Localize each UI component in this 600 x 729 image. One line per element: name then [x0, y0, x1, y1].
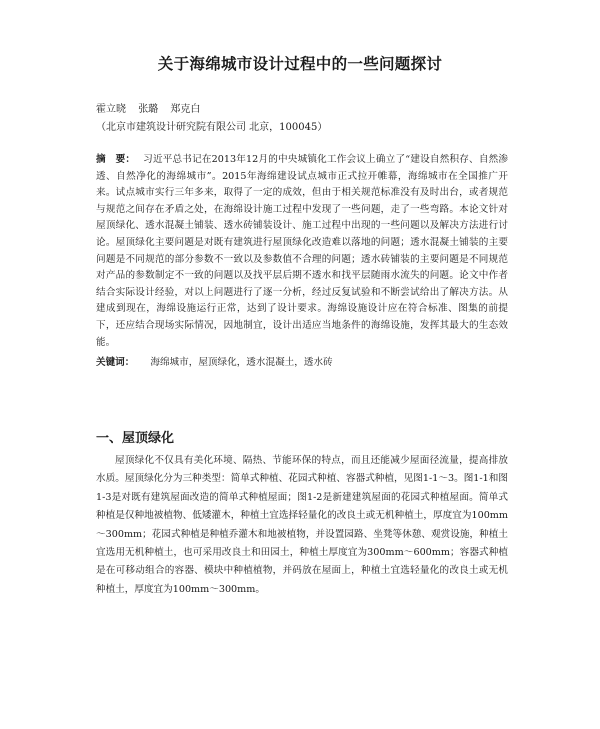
author-list: [96, 100, 209, 115]
author-affiliation: （北京市建筑设计研究院有限公司 北京，100045）: [96, 122, 328, 133]
author-name: 郑克白: [170, 104, 201, 115]
abstract: [96, 152, 508, 351]
author-name: 霍立晓: [96, 104, 126, 115]
abstract-label: 摘 要：: [96, 154, 136, 165]
keywords: [96, 354, 508, 368]
keywords-label: 关键词：: [96, 357, 135, 368]
paper-title: 关于海绵城市设计过程中的一些问题探讨: [157, 55, 443, 73]
author-name: 张璐: [138, 104, 159, 115]
section-body-paragraph: 屋顶绿化不仅具有美化环境、隔热、节能环保的特点，而且还能减少屋面径流量，提高排放水质。屋顶绿化分为三种类型：简单式种植、花园式种植、容器式种植，见图1-1～3。图1-1和图1-3是对既有建筑屋面改造的简单式种植屋面；图1-2是新建建筑屋面的花园式种植屋面。简单式种植是仅种地被植物、低矮灌木，种植土宜选择轻量化的改良土或无机种植土，厚度宜为100mm～300mm；花园式种植是种植乔灌木和地被植物，并设置园路、坐凳等休憩、观赏设施，种植土宜选用无机种植土，也可采用改良土和田园土，种植土厚度宜为300mm～600mm；容器式种植是在可移动组合的容器、模块中种植植物，并码放在屋面上，种植土宜选轻量化的改良土或无机种植土，厚度宜为100mm～300mm。: [96, 455, 508, 595]
abstract-text: 习近平总书记在2013年12月的中央城镇化工作会议上确立了“建设自然积存、自然渗透、自然净化的海绵城市”。2015年海绵建设试点城市正式拉开帷幕，海绵城市在全国推广开来。试点城市实行三年多来，取得了一定的成效，但由于相关规范标准没有及时出台，或者规范与规范之间存在矛盾之处，在海绵设计施工过程中发现了一些问题，走了一些弯路。本论文针对屋顶绿化、透水混凝土铺装、透水砖铺装设计、施工过程中出现的一些问题以及解决方法进行讨论。屋顶绿化主要问题是对既有建筑进行屋顶绿化改造难以落地的问题；透水混凝土铺装的主要问题是不同规范的部分参数不一致以及参数值不合理的问题；透水砖铺装的主要问题是不同规范对产品的参数制定不一致的问题以及找平层后期不透水和找平层随雨水流失的问题。论文中作者结合实际设计经验，对以上问题进行了逐一分析，经过反复试验和不断尝试给出了解决方法。从建成到现在，海绵设施运行正常，达到了设计要求。海绵设施设计应在符合标准、图集的前提下，还应结合现场实际情况，因地制宜，设计出适应当地条件的海绵设施，发挥其最大的生态效能。: [96, 154, 509, 348]
keywords-text: 海绵城市，屋顶绿化，透水混凝土，透水砖: [150, 357, 333, 368]
section-heading: 一、屋顶绿化: [96, 431, 175, 446]
